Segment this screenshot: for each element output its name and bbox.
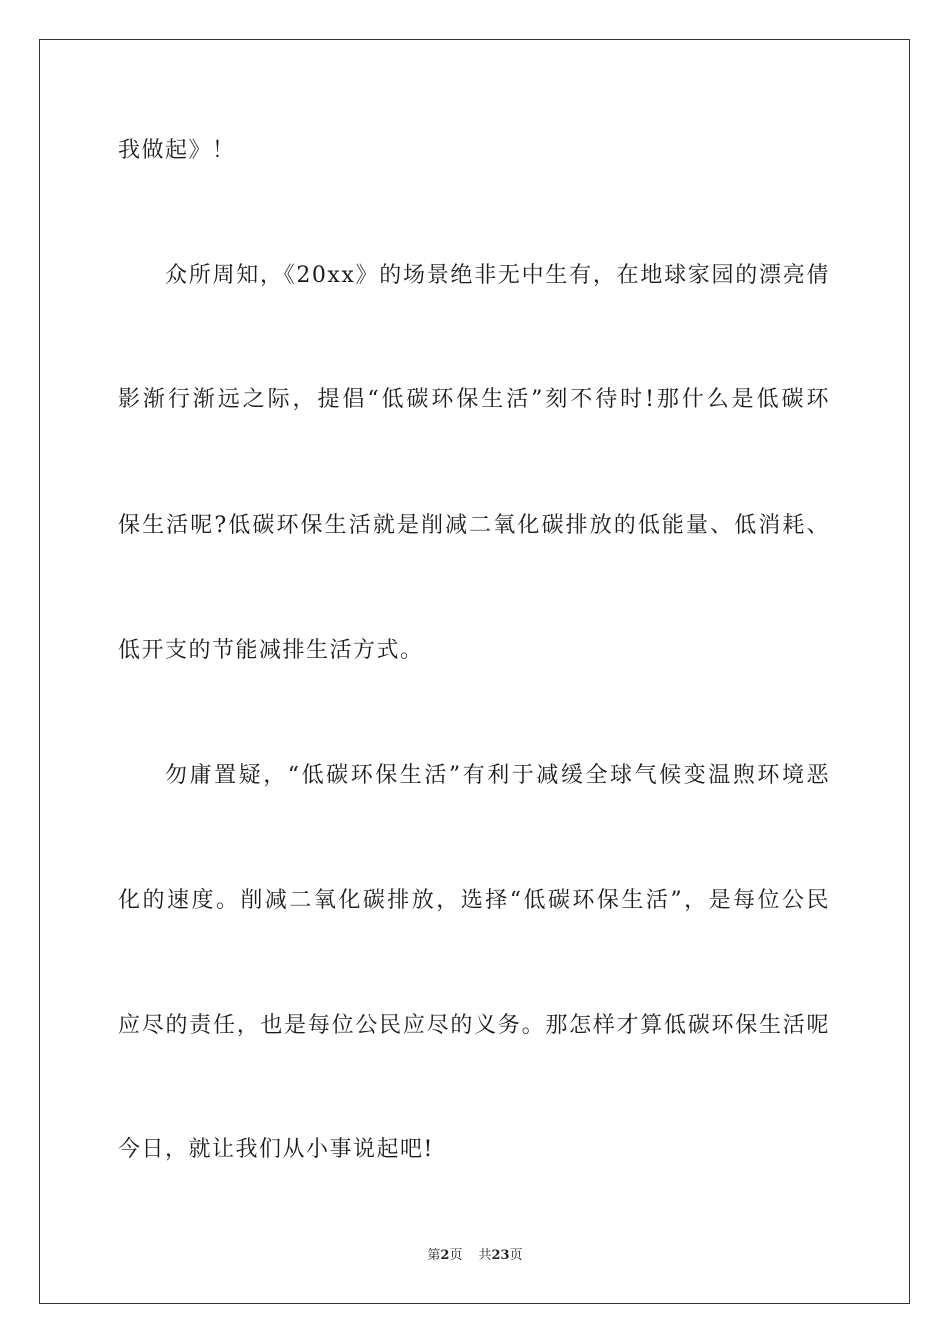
page-border <box>39 39 910 1304</box>
paragraph-1-line-4: 低开支的节能减排生活方式。 <box>118 638 424 663</box>
total-suffix: 页 <box>509 1248 523 1263</box>
total-pages: 23 <box>491 1248 510 1263</box>
paragraph-1-line-3: 保生活呢?低碳环保生活就是削减二氧化碳排放的低能量、低消耗、 <box>118 513 830 538</box>
page-number: 2 <box>440 1248 450 1263</box>
text-line-1: 我做起》！ <box>118 138 236 163</box>
paragraph-1-line-2: 影渐行渐远之际，提倡“低碳环保生活”刻不待时!那什么是低碳环 <box>118 387 830 412</box>
paragraph-2-line-2: 化的速度。削减二氧化碳排放，选择“低碳环保生活”，是每位公民 <box>118 888 830 913</box>
page-footer <box>0 1247 950 1265</box>
page-suffix: 页 <box>449 1248 463 1263</box>
paragraph-2-line-3: 应尽的责任，也是每位公民应尽的义务。那怎样才算低碳环保生活呢 <box>118 1013 830 1038</box>
paragraph-2-line-4: 今日，就让我们从小事说起吧! <box>118 1137 434 1162</box>
total-prefix: 共 <box>478 1248 492 1263</box>
paragraph-2-line-1: 勿庸置疑，“低碳环保生活”有利于减缓全球气候变温煦环境恶 <box>165 763 830 788</box>
paragraph-1-line-1: 众所周知，《20xx》的场景绝非无中生有，在地球家园的漂亮倩 <box>165 263 830 288</box>
page-prefix: 第 <box>427 1248 441 1263</box>
